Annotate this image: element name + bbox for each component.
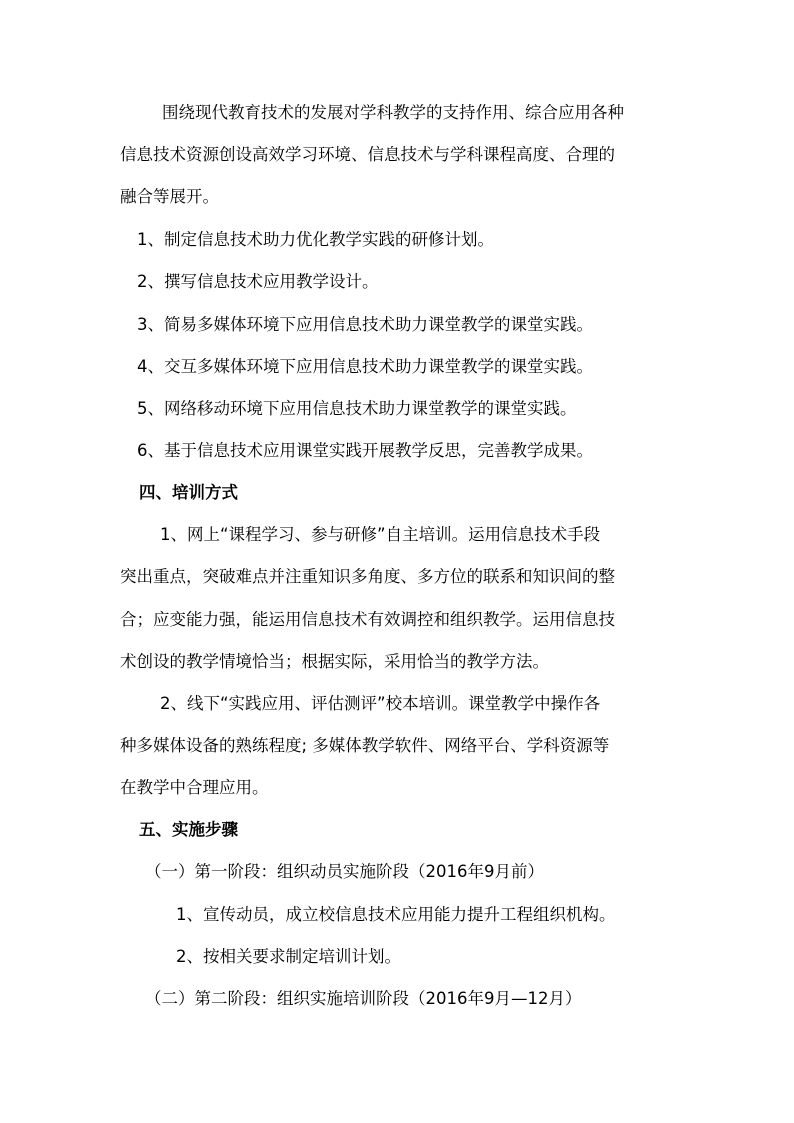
section-4-p2-line-2: 种多媒体设备的熟练程度; 多媒体教学软件、网络平台、学科资源等	[120, 736, 610, 755]
intro-line-1: 围绕现代教育技术的发展对学科教学的支持作用、综合应用各种	[162, 103, 624, 122]
stage-1-item-1: 1、宣传动员，成立校信息技术应用能力提升工程组织机构。	[176, 905, 616, 924]
list-item-4: 4、交互多媒体环境下应用信息技术助力课堂教学的课堂实践。	[137, 357, 593, 376]
section-4-p2-line-3: 在教学中合理应用。	[120, 778, 269, 797]
intro-line-2: 信息技术资源创设高效学习环境、信息技术与学科课程高度、合理的	[120, 145, 615, 164]
list-item-5: 5、网络移动环境下应用信息技术助力课堂教学的课堂实践。	[137, 399, 577, 418]
section-5-heading: 五、实施步骤	[139, 820, 238, 839]
stage-1-item-2: 2、按相关要求制定培训计划。	[176, 947, 401, 966]
list-item-3: 3、简易多媒体环境下应用信息技术助力课堂教学的课堂实践。	[137, 315, 593, 334]
section-4-p1-line-1: 1、网上“课程学习、参与研修”自主培训。运用信息技术手段	[160, 525, 601, 544]
stage-2-title: （二）第二阶段：组织实施培训阶段（2016年9月—12月）	[145, 989, 582, 1008]
section-4-p2-line-1: 2、线下“实践应用、评估测评”校本培训。课堂教学中操作各	[160, 694, 601, 713]
section-4-p1-line-4: 术创设的教学情境恰当；根据实际，采用恰当的教学方法。	[120, 652, 549, 671]
list-item-2: 2、撰写信息技术应用教学设计。	[137, 272, 379, 291]
intro-line-3: 融合等展开。	[120, 187, 219, 206]
list-item-6: 6、基于信息技术应用课堂实践开展教学反思，完善教学成果。	[137, 441, 593, 460]
section-4-p1-line-3: 合；应变能力强，能运用信息技术有效调控和组织教学。运用信息技	[120, 610, 615, 629]
section-4-p1-line-2: 突出重点，突破难点并注重知识多角度、多方位的联系和知识间的整	[120, 567, 615, 586]
stage-1-title: （一）第一阶段：组织动员实施阶段（2016年9月前）	[145, 862, 544, 881]
list-item-1: 1、制定信息技术助力优化教学实践的研修计划。	[137, 230, 494, 249]
section-4-heading: 四、培训方式	[139, 483, 238, 502]
